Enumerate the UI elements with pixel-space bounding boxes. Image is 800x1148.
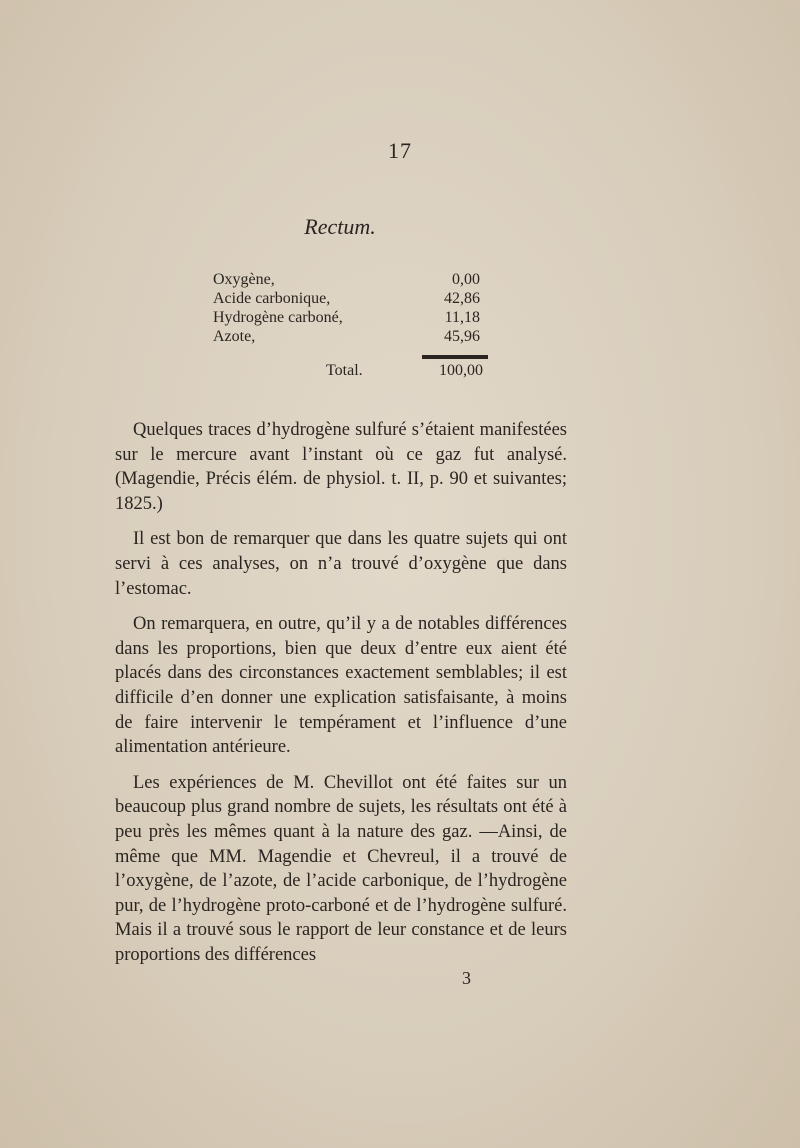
paragraph: Il est bon de remarquer que dans les quatre sujets qui ont servi à ces analyses, on n’a trouvé d’oxygène que dans l’estomac.: [115, 529, 567, 599]
gas-composition-table: [213, 270, 483, 346]
gas-label: Oxygène,: [213, 271, 275, 288]
gas-label: Hydrogène carboné,: [213, 309, 343, 326]
total-label: Total.: [326, 362, 363, 379]
paragraph: Les expériences de M. Chevillot ont été faites sur un beaucoup plus grand nombre de sujets, les résultats ont été à peu près les mêmes quant à la nature des gaz. —Ainsi, de même que MM. Magendie et Chevreul, il a trouvé de l’oxygène, de l’azote, de l’acide carbonique, de l’hydrogène pur, de l’hydrogène proto-carboné et de l’hydrogène sulfuré. Mais il a trouvé sous le rapport de leur constance et de leurs proportions des différences: [115, 772, 567, 965]
gas-label: Azote,: [213, 328, 256, 345]
gas-value: 42,86: [444, 290, 480, 307]
paragraph: Quelques traces d’hydrogène sulfuré s’étaient manifestées sur le mercure avant l’instant où ce gaz fut analysé. (Magendie, Précis élém. de physiol. t. II, p. 90 et suivantes; 1825.): [115, 420, 567, 514]
table-row: [213, 289, 483, 308]
section-title: Rectum.: [304, 214, 376, 239]
page-number: 17: [388, 138, 412, 163]
gas-value: 11,18: [444, 309, 480, 326]
table-row: [213, 327, 483, 346]
table-row: [213, 270, 483, 289]
total-rule: [422, 355, 488, 359]
body-text: [115, 418, 567, 978]
gas-value: 45,96: [444, 328, 480, 345]
table-row: [213, 308, 483, 327]
total-value: 100,00: [439, 362, 483, 379]
paragraph: On remarquera, en outre, qu’il y a de notables différences dans les proportions, bien que deux d’entre eux aient été placés dans des circonstances exactement semblables; il est difficile d’en donner une explication satisfaisante, à moins de faire intervenir le tempérament et l’influence d’une alimentation antérieure.: [115, 614, 567, 758]
total-row: [326, 362, 483, 380]
gas-value: 0,00: [452, 271, 480, 288]
signature-mark: 3: [462, 968, 471, 988]
gas-label: Acide carbonique,: [213, 290, 331, 307]
